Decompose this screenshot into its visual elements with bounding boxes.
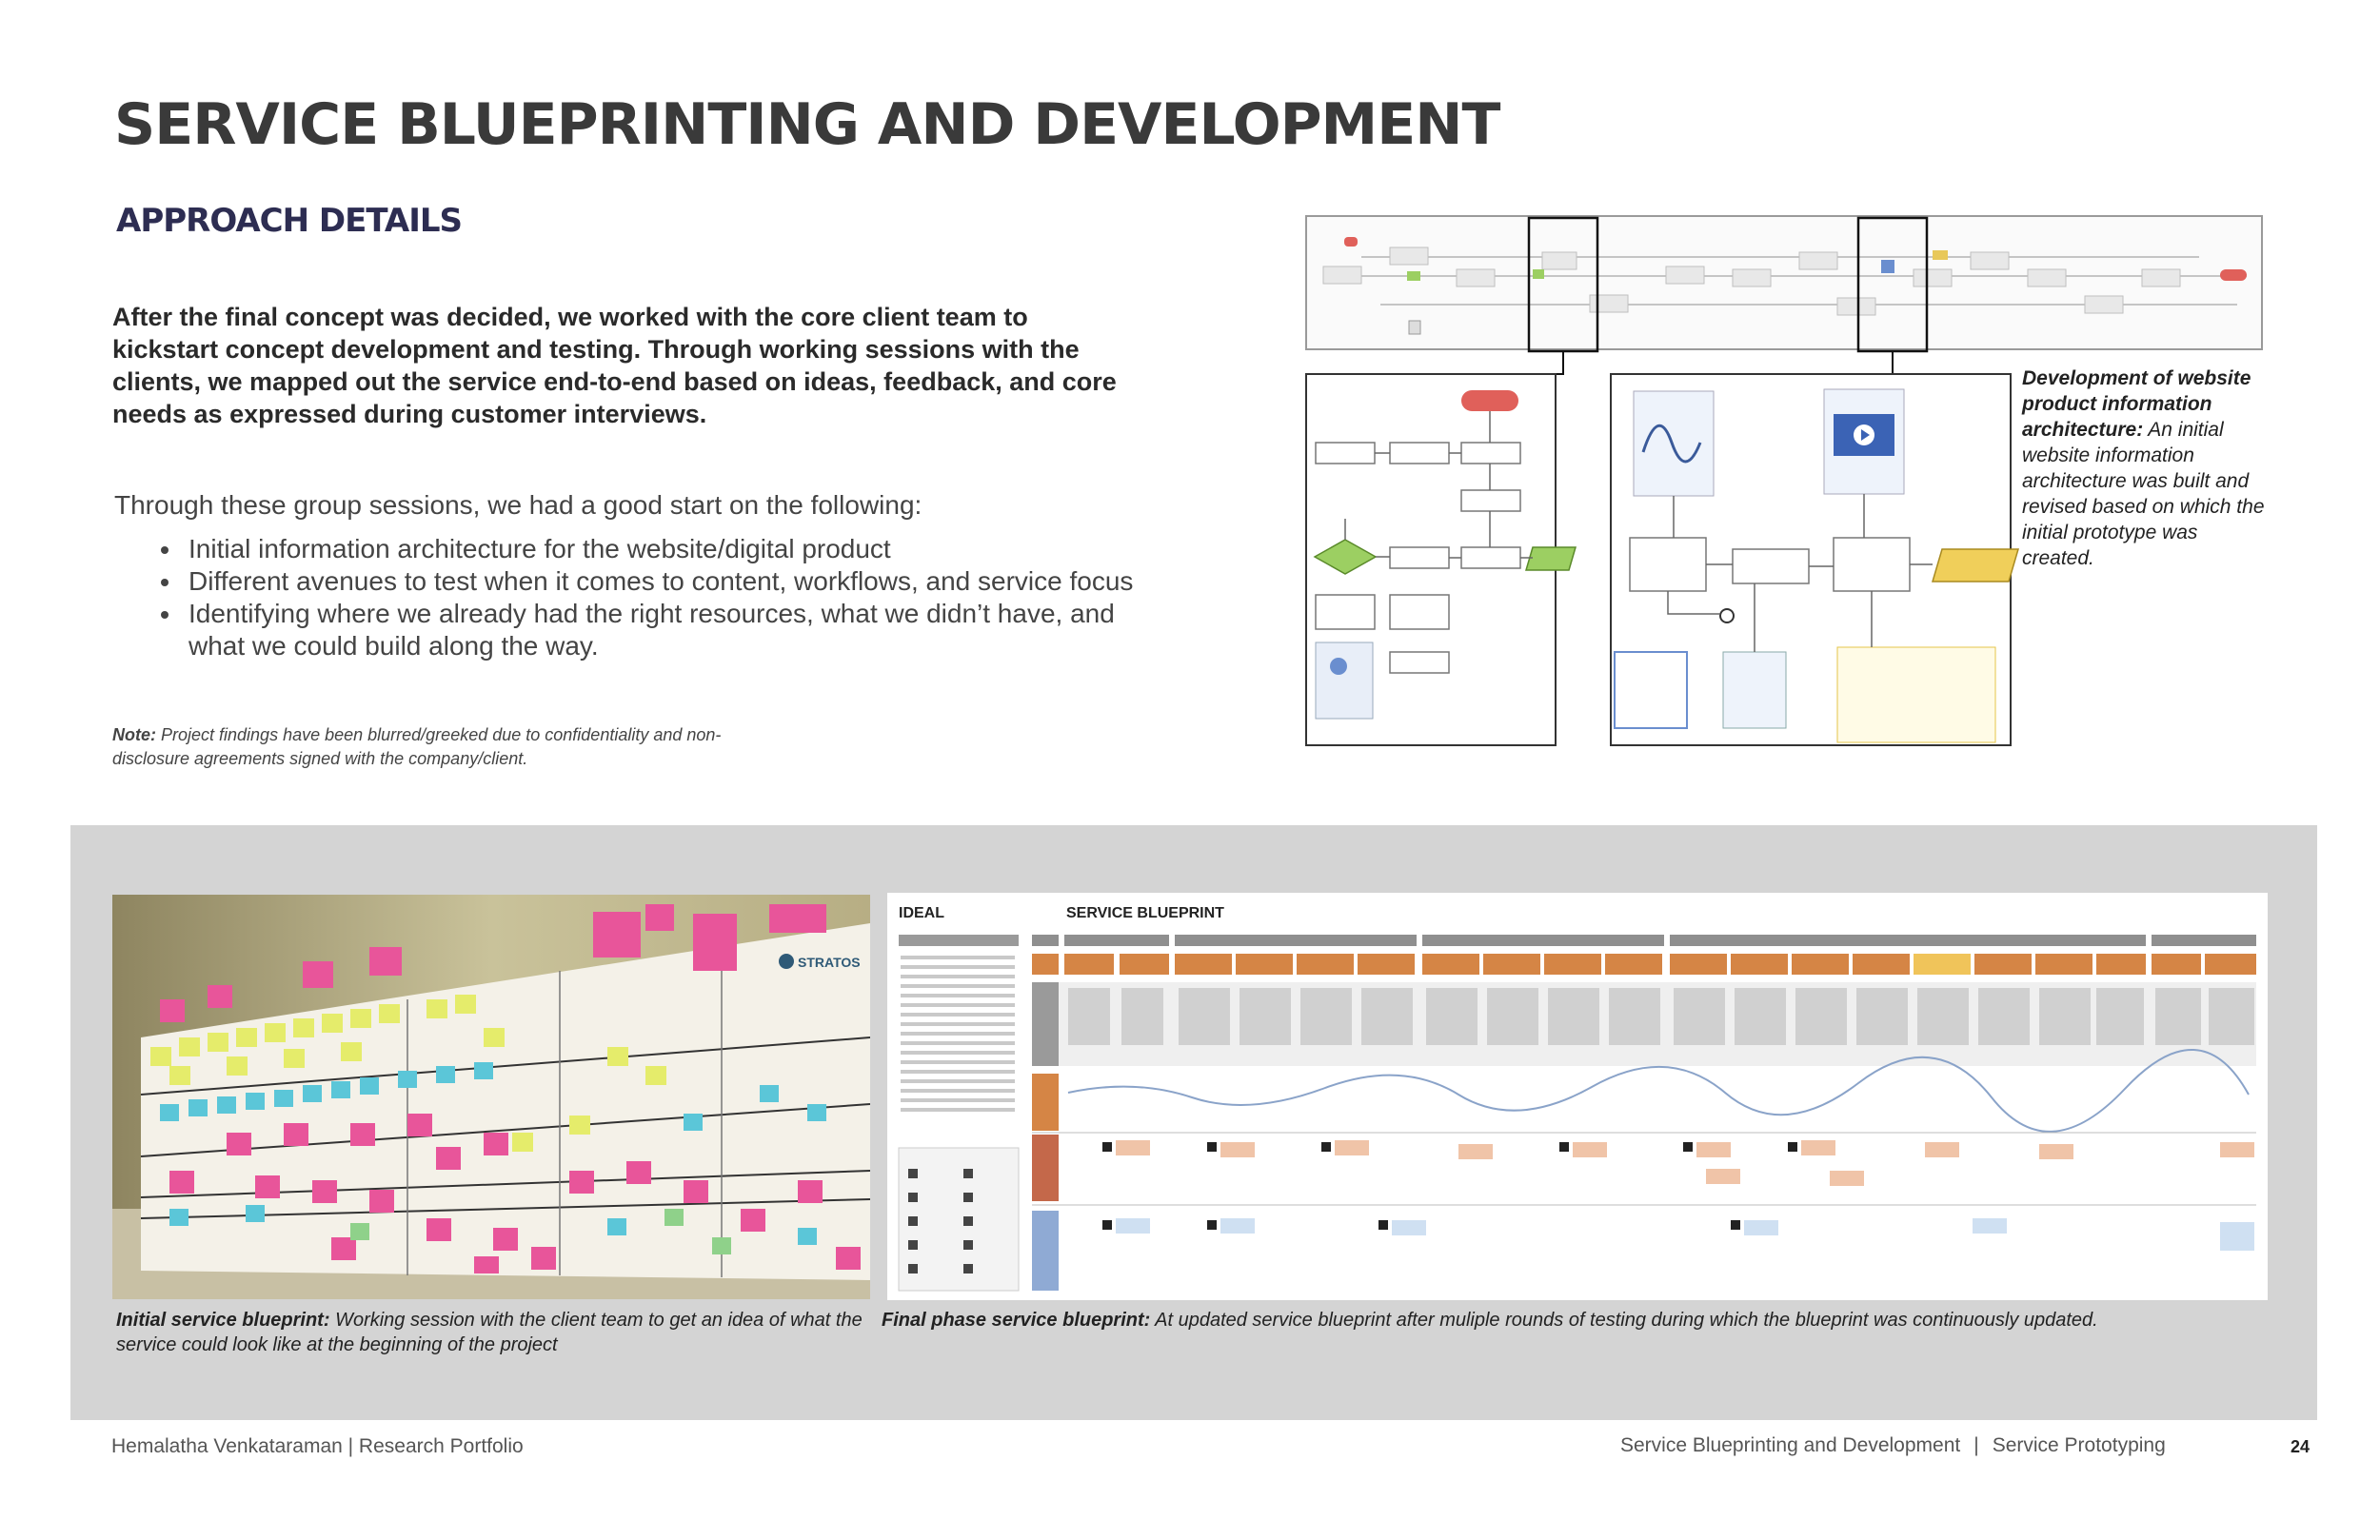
lead-paragraph: Through these group sessions, we had a good start on the following:	[114, 490, 922, 520]
stratos-logo-text: STRATOS	[798, 955, 861, 970]
initial-caption-text: Working session with the client team to get an idea of what the service could look like at the beginning of the project	[116, 1310, 863, 1355]
ia-caption-label: Development of website product information architecture:	[2022, 367, 2251, 441]
initial-blueprint-photo	[112, 895, 870, 1299]
page-title: SERVICE BLUEPRINTING AND DEVELOPMENT	[114, 91, 1500, 158]
bullet-item: • Different avenues to test when it comes to content, workflows, and service focus	[183, 565, 1173, 598]
footer-section-link[interactable]: Service Blueprinting and Development	[1620, 1434, 1961, 1456]
initial-blueprint-caption	[116, 1308, 878, 1357]
footer-separator: |	[1973, 1434, 1979, 1456]
page-number: 24	[2291, 1437, 2311, 1456]
approach-bullet-list	[143, 533, 1173, 662]
blueprint-heading-ideal: IDEAL	[899, 905, 944, 921]
initial-caption-label: Initial service blueprint:	[116, 1310, 330, 1331]
final-blueprint-caption	[882, 1308, 2291, 1333]
footer-sections	[1620, 1434, 2166, 1457]
ia-caption-text: An initial website information architecture was built and revised based on which the initial prototype was created.	[2022, 419, 2265, 569]
section-subtitle: APPROACH DETAILS	[116, 202, 462, 240]
bullet-item: • Identifying where we already had the right resources, what we didn’t have, and what we could build along the way.	[183, 598, 1173, 662]
final-service-blueprint	[887, 893, 2268, 1300]
footer-author: Hemalatha Venkataraman | Research Portfolio	[111, 1435, 524, 1457]
ia-caption	[2022, 365, 2266, 571]
final-caption-text: At updated service blueprint after muliple rounds of testing during which the blueprint was continuously updated.	[1150, 1310, 2098, 1331]
bullet-item: • Initial information architecture for the website/digital product	[183, 533, 1173, 565]
note-label: Note:	[112, 725, 156, 744]
confidentiality-note	[112, 723, 798, 771]
final-caption-label: Final phase service blueprint:	[882, 1310, 1151, 1331]
blueprint-heading: SERVICE BLUEPRINT	[1066, 905, 1224, 921]
footer-subsection-link[interactable]: Service Prototyping	[1992, 1434, 2166, 1456]
intro-paragraph: After the final concept was decided, we worked with the core client team to kickstart concept development and testing. Through working sessions with the clients, we mapped out the service end-to-end based on ideas, feedback, and core needs as expressed during customer interviews.	[112, 303, 1117, 428]
note-text: Project findings have been blurred/greeked due to confidentiality and non-disclosure agreements signed with the company/client.	[112, 725, 722, 768]
